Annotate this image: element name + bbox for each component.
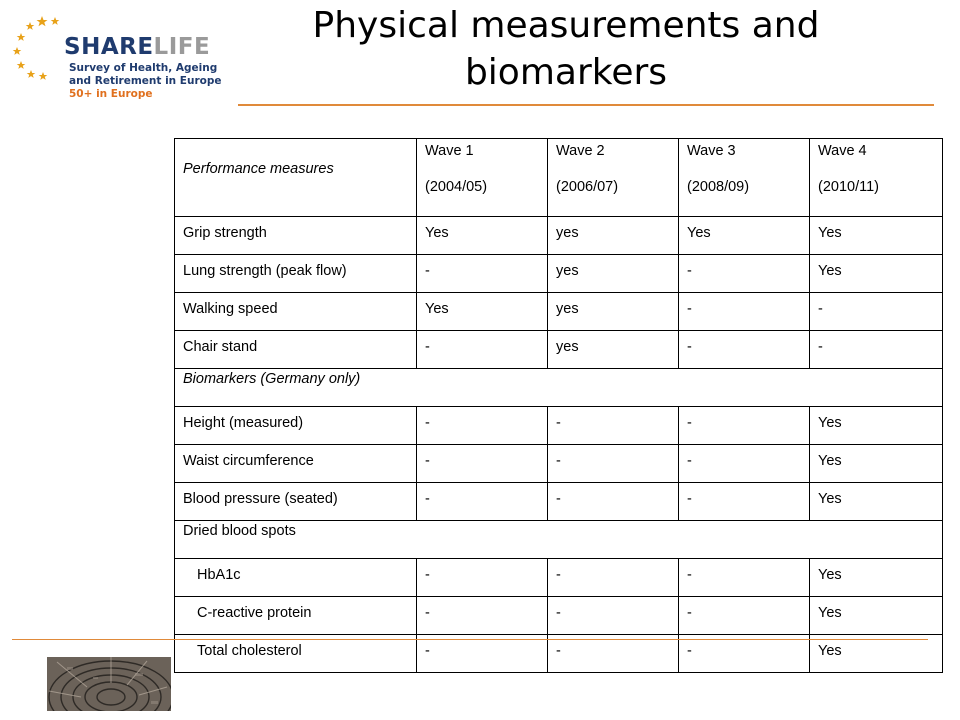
- wood-rings-icon: [47, 657, 171, 711]
- table-row: [175, 445, 943, 483]
- cell-value: Yes: [810, 407, 943, 445]
- row-label: Blood pressure (seated): [175, 483, 417, 521]
- table-row: [175, 635, 943, 673]
- cell-value: Yes: [810, 597, 943, 635]
- logo-wordmark: SHARELIFE: [64, 34, 211, 60]
- table-row: [175, 407, 943, 445]
- row-label: C-reactive protein: [175, 597, 417, 635]
- cell-value: Yes: [810, 635, 943, 673]
- logo-subtitle-line-2: and Retirement in Europe: [69, 75, 222, 87]
- cell-value: -: [810, 331, 943, 369]
- cell-value: Yes: [417, 293, 548, 331]
- cell-value: Yes: [810, 255, 943, 293]
- cell-value: -: [417, 255, 548, 293]
- table-row: [175, 331, 943, 369]
- wood-texture-image: [47, 657, 171, 711]
- cell-value: -: [679, 331, 810, 369]
- section-row-biomarkers: [175, 369, 943, 407]
- cell-value: -: [548, 597, 679, 635]
- table-row: [175, 597, 943, 635]
- cell-value: -: [548, 407, 679, 445]
- cell-value: yes: [548, 293, 679, 331]
- cell-value: yes: [548, 331, 679, 369]
- cell-value: -: [810, 293, 943, 331]
- row-label: Waist circumference: [175, 445, 417, 483]
- cell-value: -: [548, 483, 679, 521]
- cell-value: -: [548, 635, 679, 673]
- section-label-biomarkers: Biomarkers (Germany only): [175, 369, 943, 407]
- cell-value: -: [679, 597, 810, 635]
- row-label: Total cholesterol: [175, 635, 417, 673]
- header-wave-2: Wave 2 (2006/07): [548, 139, 679, 217]
- table-row: [175, 217, 943, 255]
- cell-value: -: [679, 445, 810, 483]
- cell-value: Yes: [810, 445, 943, 483]
- cell-value: -: [679, 255, 810, 293]
- table-row: [175, 255, 943, 293]
- cell-value: yes: [548, 255, 679, 293]
- table-row: [175, 293, 943, 331]
- cell-value: -: [417, 635, 548, 673]
- sharelife-logo: [12, 10, 222, 100]
- cell-value: -: [417, 407, 548, 445]
- row-label: Height (measured): [175, 407, 417, 445]
- row-label: Walking speed: [175, 293, 417, 331]
- star-arc-icon: [12, 10, 72, 90]
- cell-value: yes: [548, 217, 679, 255]
- cell-value: -: [679, 407, 810, 445]
- row-label: Grip strength: [175, 217, 417, 255]
- table-header-row: [175, 139, 943, 217]
- header-wave-3: Wave 3 (2008/09): [679, 139, 810, 217]
- header-label: Performance measures: [175, 139, 417, 217]
- logo-subtitle-line-3: 50+ in Europe: [69, 88, 153, 100]
- title-divider: [238, 104, 934, 106]
- cell-value: -: [417, 483, 548, 521]
- cell-value: -: [679, 483, 810, 521]
- measurements-table: [174, 138, 943, 673]
- section-row-dried-blood-spots: [175, 521, 943, 559]
- row-label: HbA1c: [175, 559, 417, 597]
- cell-value: -: [679, 293, 810, 331]
- table-row: [175, 559, 943, 597]
- cell-value: Yes: [417, 217, 548, 255]
- header-wave-4: Wave 4 (2010/11): [810, 139, 943, 217]
- cell-value: -: [548, 559, 679, 597]
- cell-value: -: [417, 445, 548, 483]
- cell-value: -: [679, 635, 810, 673]
- cell-value: -: [679, 559, 810, 597]
- cell-value: Yes: [810, 217, 943, 255]
- cell-value: -: [417, 559, 548, 597]
- cell-value: Yes: [810, 559, 943, 597]
- footer-divider: [12, 639, 928, 640]
- header-wave-1: Wave 1 (2004/05): [417, 139, 548, 217]
- cell-value: -: [548, 445, 679, 483]
- cell-value: Yes: [810, 483, 943, 521]
- table-row: [175, 483, 943, 521]
- slide-title: Physical measurements and biomarkers: [312, 5, 820, 93]
- row-label: Lung strength (peak flow): [175, 255, 417, 293]
- cell-value: Yes: [679, 217, 810, 255]
- cell-value: -: [417, 597, 548, 635]
- row-label: Chair stand: [175, 331, 417, 369]
- logo-subtitle-line-1: Survey of Health, Ageing: [69, 62, 218, 74]
- section-label-dried-blood-spots: Dried blood spots: [175, 521, 943, 559]
- cell-value: -: [417, 331, 548, 369]
